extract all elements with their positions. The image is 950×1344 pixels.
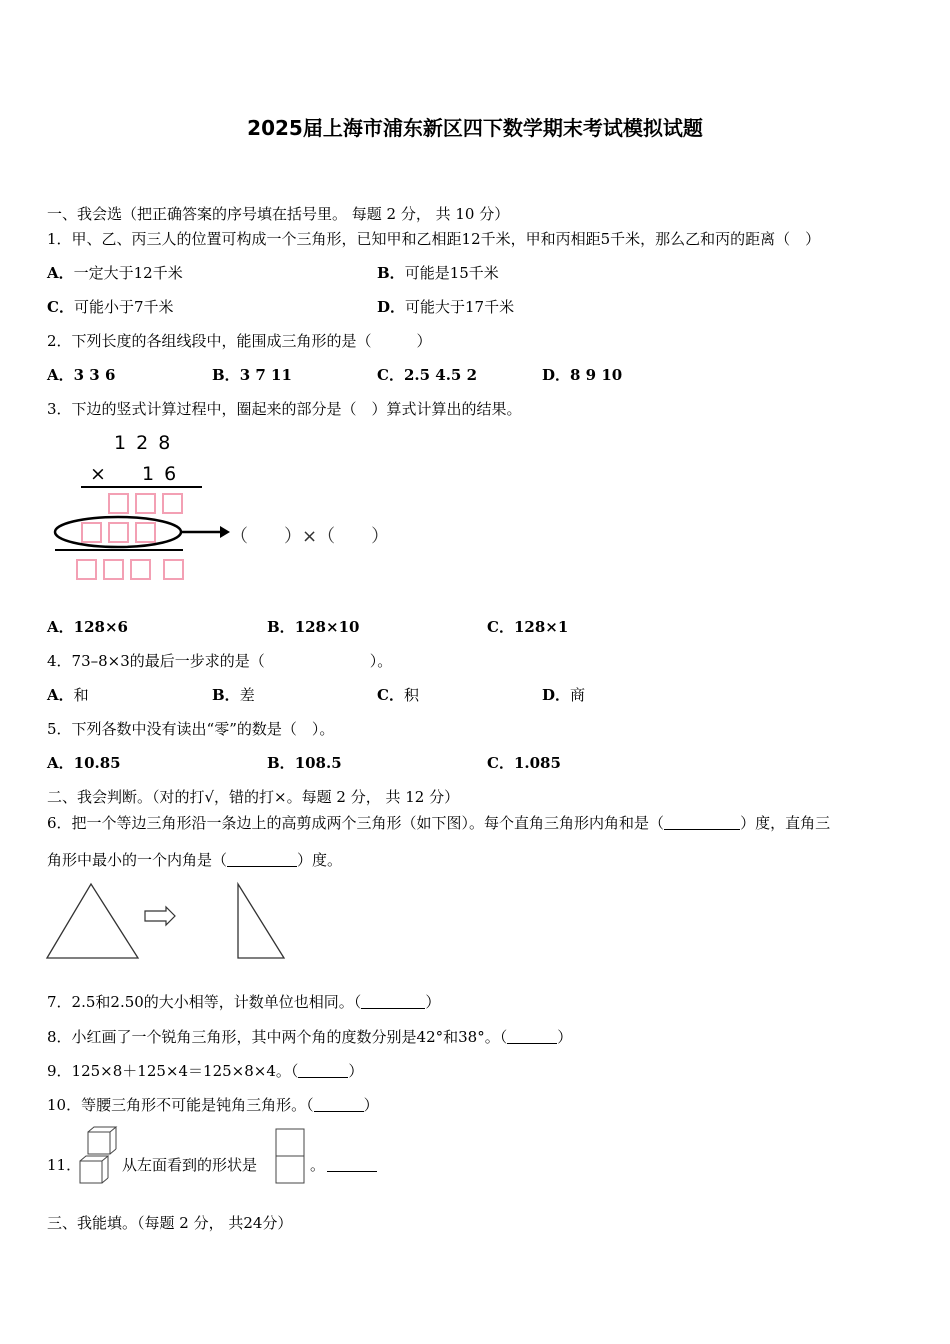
- section1-heading: 一、我会选（把正确答案的序号填在括号里。 每题 2 分， 共 10 分）: [47, 205, 510, 223]
- q1-option-c: C．可能小于7千米: [47, 298, 174, 316]
- q7-stem: 7．2.5和2.50的大小相等，计数单位也相同。（ ）: [47, 993, 441, 1011]
- q3-option-c: C．128×1: [487, 618, 569, 636]
- q10-blank[interactable]: [314, 1097, 364, 1112]
- q6-line1: 6．把一个等边三角形沿一条边上的高剪成两个三角形（如下图）。每个直角三角形内角和是（ ）度，直角三: [47, 814, 831, 832]
- q6-blank-1[interactable]: [664, 815, 740, 830]
- q3-option-a: A．128×6: [47, 618, 128, 636]
- q9-stem: 9．125×8＋125×4＝125×8×4。（ ）: [47, 1062, 364, 1080]
- q3-stem: 3．下边的竖式计算过程中，圈起来的部分是（ ）算式计算出的结果。: [47, 400, 522, 418]
- q7-blank[interactable]: [361, 994, 425, 1009]
- q4-option-d: D．商: [542, 686, 586, 704]
- q1-stem: 1．甲、乙、丙三人的位置可构成一个三角形，已知甲和乙相距12千米，甲和丙相距5千米，那么乙和丙的距离（ ）: [47, 230, 821, 248]
- q5-option-c: C．1.085: [487, 754, 561, 772]
- q8-stem: 8．小红画了一个锐角三角形，其中两个角的度数分别是42°和38°。（ ）: [47, 1028, 573, 1046]
- q2-option-b: B．3 7 11: [212, 366, 292, 384]
- q2-option-a: A．3 3 6: [47, 366, 116, 384]
- q4-option-a: A．和: [47, 686, 89, 704]
- q11-number: 11．: [47, 1156, 82, 1174]
- q3-multiplicand: 1 2 8: [114, 432, 173, 454]
- q10-stem: 10．等腰三角形不可能是钝角三角形。（ ）: [47, 1096, 379, 1114]
- page-title: 2025届上海市浦东新区四下数学期末考试模拟试题: [247, 116, 703, 140]
- q2-stem: 2．下列长度的各组线段中，能围成三角形的是（ ）: [47, 332, 432, 350]
- q4-option-b: B．差: [212, 686, 255, 704]
- q1-option-b: B．可能是15千米: [377, 264, 499, 282]
- q4-option-c: C．积: [377, 686, 419, 704]
- q5-stem: 5．下列各数中没有读出“零”的数是（ ）。: [47, 720, 335, 738]
- q9-blank[interactable]: [298, 1063, 348, 1078]
- q1-option-a: A．一定大于12千米: [47, 264, 183, 282]
- section2-heading: 二、我会判断。（对的打√，错的打×。每题 2 分， 共 12 分）: [47, 788, 460, 806]
- q3-times-sign: ×: [90, 463, 106, 485]
- q5-option-b: B．108.5: [267, 754, 342, 772]
- section3-heading: 三、我能填。（每题 2 分， 共24分）: [47, 1214, 293, 1232]
- q5-option-a: A．10.85: [47, 754, 121, 772]
- q6-triangle-figure: [44, 880, 294, 964]
- q1-option-d: D．可能大于17千米: [377, 298, 515, 316]
- q11-answer: 。: [310, 1154, 377, 1175]
- q6-blank-2[interactable]: [227, 852, 297, 867]
- q3-multiplier: 1 6: [142, 463, 179, 485]
- q8-blank[interactable]: [507, 1029, 557, 1044]
- q11-blank[interactable]: [327, 1157, 377, 1172]
- q2-option-c: C．2.5 4.5 2: [377, 366, 478, 384]
- q3-option-b: B．128×10: [267, 618, 360, 636]
- q3-result-blanks: （ ）×（ ）: [230, 526, 390, 547]
- q11-left-view-figure: [275, 1128, 307, 1186]
- q4-stem: 4．73–8×3的最后一步求的是（ ）。: [47, 652, 393, 670]
- q11-text: 从左面看到的形状是: [122, 1156, 258, 1174]
- q2-option-d: D．8 9 10: [542, 366, 623, 384]
- q11-cube-stack-figure: [76, 1125, 122, 1187]
- q6-line2: 角形中最小的一个内角是（ ）度。: [47, 851, 343, 869]
